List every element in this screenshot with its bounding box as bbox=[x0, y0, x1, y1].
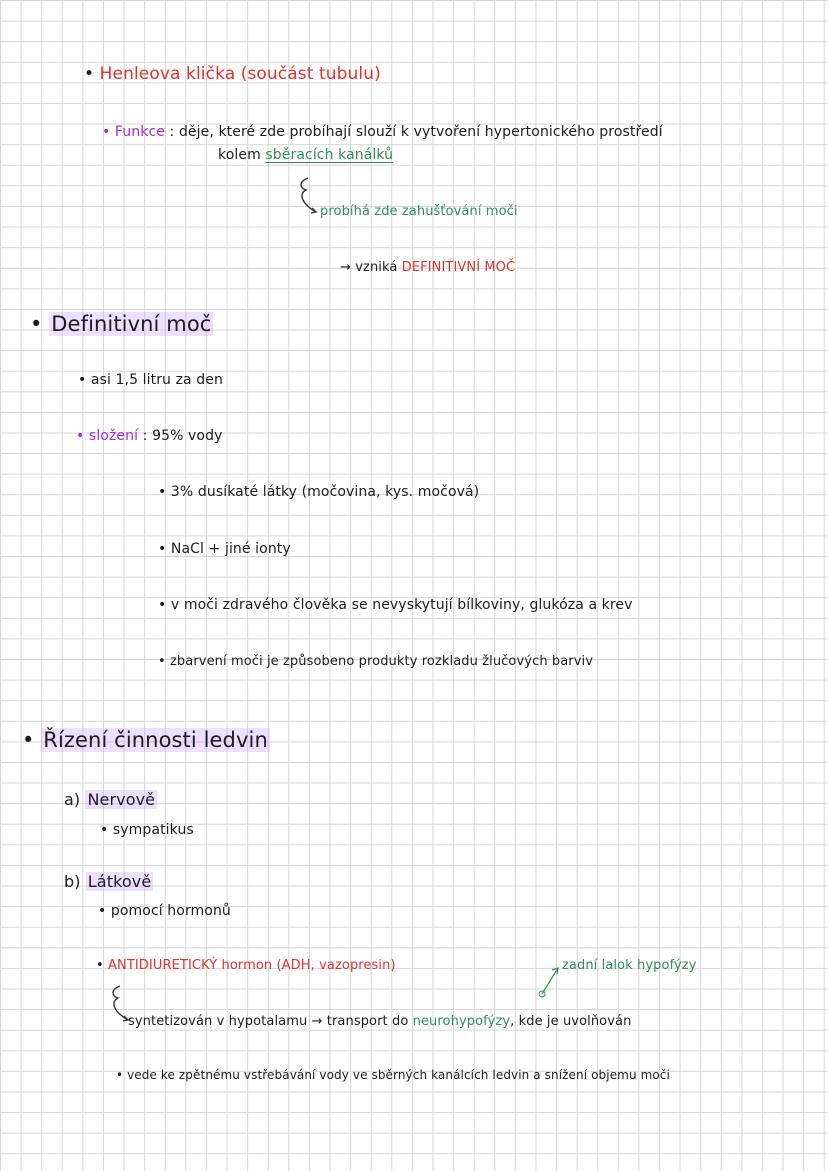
prefix-a: a) bbox=[64, 790, 81, 809]
bullet: • bbox=[102, 124, 111, 140]
latkove-label: Látkově bbox=[87, 872, 152, 891]
sberaci-kanalky: sběracích kanálků bbox=[265, 147, 394, 163]
note-definitivni bbox=[340, 260, 515, 275]
adh-last: • vede ke zpětnému vstřebávání vody ve sběrných kanálcích ledvin a snížení objemu moči bbox=[116, 1068, 670, 1082]
adh-line-2 bbox=[128, 1014, 631, 1029]
henle-heading bbox=[84, 64, 381, 84]
note-emph: DEFINITIVNÍ MOČ bbox=[401, 260, 516, 275]
hormony-item: • pomocí hormonů bbox=[98, 903, 231, 919]
bullet: • bbox=[30, 312, 43, 336]
prefix-b: b) bbox=[64, 872, 81, 891]
rizeni-title: Řízení činnosti ledvin bbox=[43, 728, 268, 752]
colon: : bbox=[169, 124, 175, 140]
slozeni-sub-1: • 3% dusíkaté látky (močovina, kys. močová) bbox=[158, 484, 480, 500]
funkce-line bbox=[102, 124, 663, 140]
arrow-icon: → bbox=[340, 260, 351, 275]
slozeni-label: složení bbox=[88, 428, 139, 444]
nervove-label: Nervově bbox=[87, 790, 156, 809]
nervove-line bbox=[64, 790, 157, 809]
latkove-line bbox=[64, 872, 153, 891]
slozeni-first: 95% vody bbox=[152, 428, 223, 444]
adh-line-pre: syntetizován v hypotalamu → transport do bbox=[128, 1014, 409, 1029]
neurohypofyza: neurohypofýzy bbox=[412, 1014, 511, 1029]
colon: : bbox=[142, 428, 148, 444]
henle-title: Henleova klička (součást tubulu) bbox=[99, 64, 381, 84]
funkce-text-2: kolem bbox=[218, 147, 261, 163]
slozeni-sub-4: • zbarvení moči je způsobeno produkty rozkladu žlučových barviv bbox=[158, 654, 594, 669]
bullet: • bbox=[22, 728, 35, 752]
definitivni-heading bbox=[30, 312, 213, 336]
adh-title: ANTIDIURETICKÝ hormon (ADH, vazopresin) bbox=[108, 958, 396, 973]
adh-note: zadní lalok hypofýzy bbox=[562, 958, 697, 973]
note-text: vzniká bbox=[355, 260, 398, 275]
bullet: • bbox=[84, 64, 95, 84]
funkce-line-2 bbox=[218, 147, 393, 163]
note-zahustovani: probíhá zde zahušťování moči bbox=[320, 204, 518, 219]
definitivni-title: Definitivní moč bbox=[51, 312, 212, 336]
adh-line bbox=[96, 958, 396, 973]
funkce-label: Funkce bbox=[114, 124, 165, 140]
rizeni-heading bbox=[22, 728, 270, 752]
funkce-text: děje, které zde probíhají slouží k vytvoření hypertonického prostředí bbox=[178, 124, 663, 140]
slozeni-line bbox=[76, 428, 222, 444]
adh-line-post: , kde je uvolňován bbox=[510, 1014, 632, 1029]
bullet: • bbox=[96, 958, 104, 973]
bullet: • bbox=[76, 428, 85, 444]
slozeni-sub-3: • v moči zdravého člověka se nevyskytují bílkoviny, glukóza a krev bbox=[158, 597, 633, 613]
definitivni-item-1: • asi 1,5 litru za den bbox=[78, 372, 223, 388]
sympatikus-item: • sympatikus bbox=[100, 822, 194, 838]
slozeni-sub-2: • NaCl + jiné ionty bbox=[158, 541, 291, 557]
